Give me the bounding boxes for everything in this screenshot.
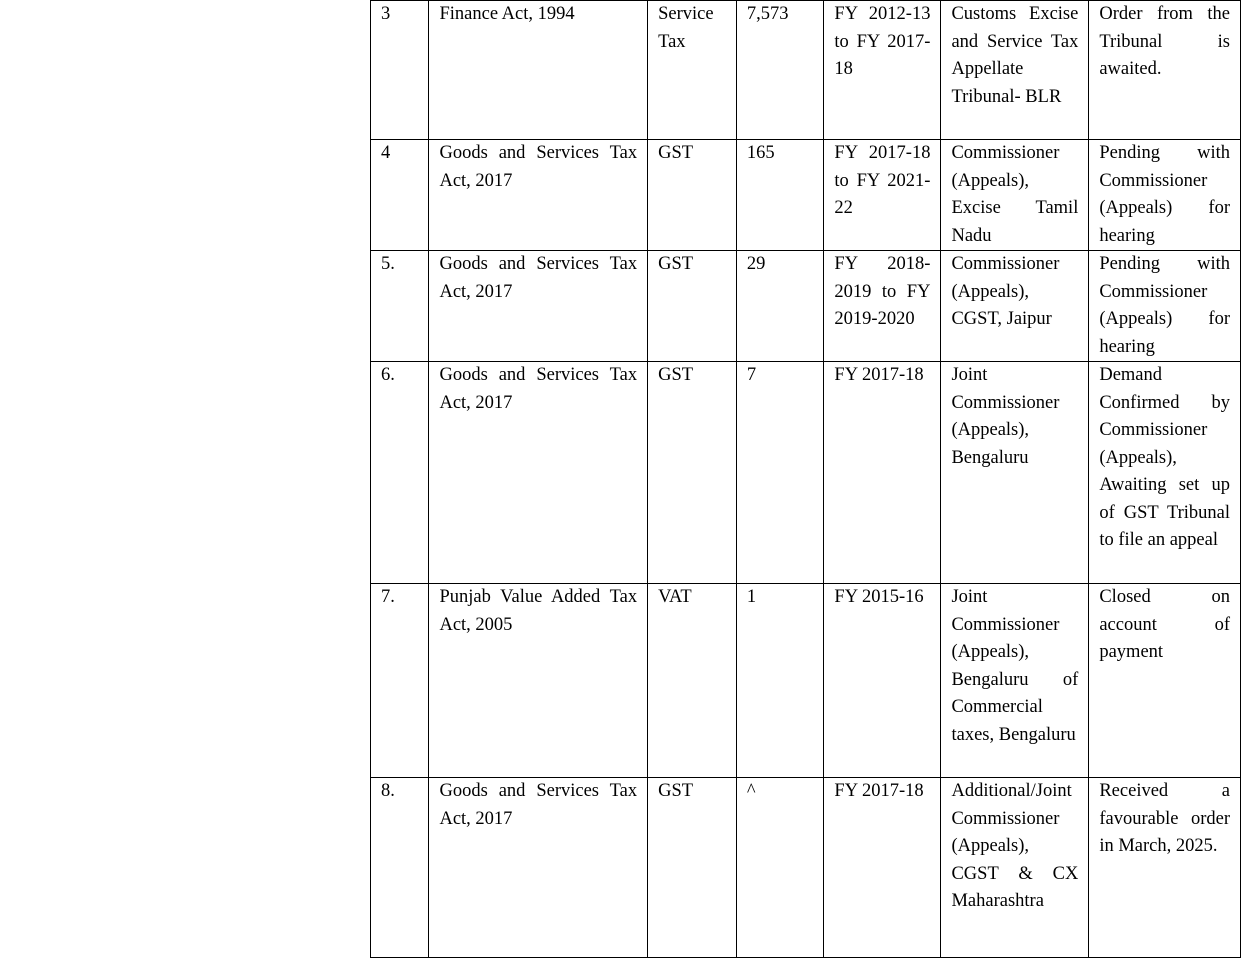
nature-cell: [648, 778, 737, 958]
status: Pending with Commissioner (Appeals) for hearing: [1099, 143, 1230, 246]
statute-cell: [429, 251, 648, 362]
table-row: [371, 362, 1241, 584]
table-row: [371, 584, 1241, 778]
nature-of-dues: Service Tax: [658, 4, 714, 52]
status: Demand Confirmed by Commissioner (Appeals), Awaiting set up of GST Tribunal to file an appeal: [1099, 365, 1230, 550]
nature-cell: [648, 584, 737, 778]
amount: 165: [746, 143, 775, 163]
status: Closed on account of payment: [1099, 587, 1230, 662]
amount: 29: [746, 254, 766, 274]
statute-name: Goods and Services Tax Act, 2017: [439, 143, 638, 191]
status-cell: [1089, 251, 1241, 362]
serial-number: 7.: [381, 587, 395, 607]
status-cell: [1089, 584, 1241, 778]
period: FY 2015-16: [834, 587, 924, 607]
table-row: [371, 1, 1241, 140]
status: Pending with Commissioner (Appeals) for hearing: [1099, 254, 1230, 357]
period-cell: [824, 584, 941, 778]
serial-number-cell: [371, 584, 429, 778]
amount-cell: [736, 362, 824, 584]
serial-number-cell: [371, 362, 429, 584]
serial-number-cell: [371, 251, 429, 362]
serial-number: 5.: [381, 254, 395, 274]
serial-number: 8.: [381, 781, 395, 801]
status-cell: [1089, 140, 1241, 251]
status-cell: [1089, 362, 1241, 584]
amount-cell: [736, 1, 824, 140]
tax-disputes-table: [370, 0, 1241, 958]
period-cell: [824, 1, 941, 140]
amount: 7,573: [746, 4, 789, 24]
statute-name: Finance Act, 1994: [439, 4, 575, 24]
amount: 7: [746, 365, 757, 385]
amount-cell: [736, 584, 824, 778]
statute-name: Goods and Services Tax Act, 2017: [439, 365, 638, 413]
period-cell: [824, 362, 941, 584]
period: FY 2017-18 to FY 2021-22: [834, 143, 931, 218]
amount: 1: [746, 587, 757, 607]
serial-number: 4: [381, 143, 391, 163]
nature-cell: [648, 251, 737, 362]
forum-cell: [941, 362, 1089, 584]
nature-of-dues: GST: [658, 365, 694, 385]
serial-number: 3: [381, 4, 391, 24]
statute-cell: [429, 778, 648, 958]
status: Received a favourable order in March, 2025.: [1099, 781, 1230, 856]
forum-cell: [941, 251, 1089, 362]
statute-name: Goods and Services Tax Act, 2017: [439, 254, 638, 302]
forum: Joint Commissioner (Appeals), Bengaluru: [951, 365, 1060, 468]
nature-cell: [648, 362, 737, 584]
nature-of-dues: GST: [658, 254, 694, 274]
period-cell: [824, 778, 941, 958]
statute-name: Goods and Services Tax Act, 2017: [439, 781, 638, 829]
period: FY 2017-18: [834, 781, 924, 801]
amount-cell: [736, 140, 824, 251]
table-row: [371, 140, 1241, 251]
serial-number-cell: [371, 1, 429, 140]
status: Order from the Tribunal is awaited.: [1099, 4, 1230, 79]
amount-cell: [736, 778, 824, 958]
table-row: [371, 251, 1241, 362]
table-row: [371, 778, 1241, 958]
nature-of-dues: GST: [658, 143, 694, 163]
period: FY 2018-2019 to FY 2019-2020: [834, 254, 931, 329]
forum: Commissioner (Appeals), CGST, Jaipur: [951, 254, 1060, 329]
nature-cell: [648, 140, 737, 251]
statute-name: Punjab Value Added Tax Act, 2005: [439, 587, 638, 635]
status-cell: [1089, 778, 1241, 958]
serial-number-cell: [371, 140, 429, 251]
forum-cell: [941, 1, 1089, 140]
forum-cell: [941, 140, 1089, 251]
statute-cell: [429, 1, 648, 140]
nature-of-dues: GST: [658, 781, 694, 801]
amount-cell: [736, 251, 824, 362]
serial-number: 6.: [381, 365, 395, 385]
forum-cell: [941, 778, 1089, 958]
forum: Joint Commissioner (Appeals), Bengaluru of Commercial taxes, Bengaluru: [951, 587, 1079, 745]
period-cell: [824, 251, 941, 362]
statute-cell: [429, 584, 648, 778]
serial-number-cell: [371, 778, 429, 958]
period: FY 2012-13 to FY 2017-18: [834, 4, 931, 79]
status-cell: [1089, 1, 1241, 140]
period-cell: [824, 140, 941, 251]
forum: Commissioner (Appeals), Excise Tamil Nadu: [951, 143, 1079, 246]
statute-cell: [429, 140, 648, 251]
nature-of-dues: VAT: [658, 587, 692, 607]
statute-cell: [429, 362, 648, 584]
forum: Additional/Joint Commissioner (Appeals), CGST & CX Maharashtra: [951, 781, 1079, 911]
forum: Customs Excise and Service Tax Appellate Tribunal- BLR: [951, 4, 1079, 107]
period: FY 2017-18: [834, 365, 924, 385]
forum-cell: [941, 584, 1089, 778]
nature-cell: [648, 1, 737, 140]
amount: ^: [746, 781, 756, 801]
